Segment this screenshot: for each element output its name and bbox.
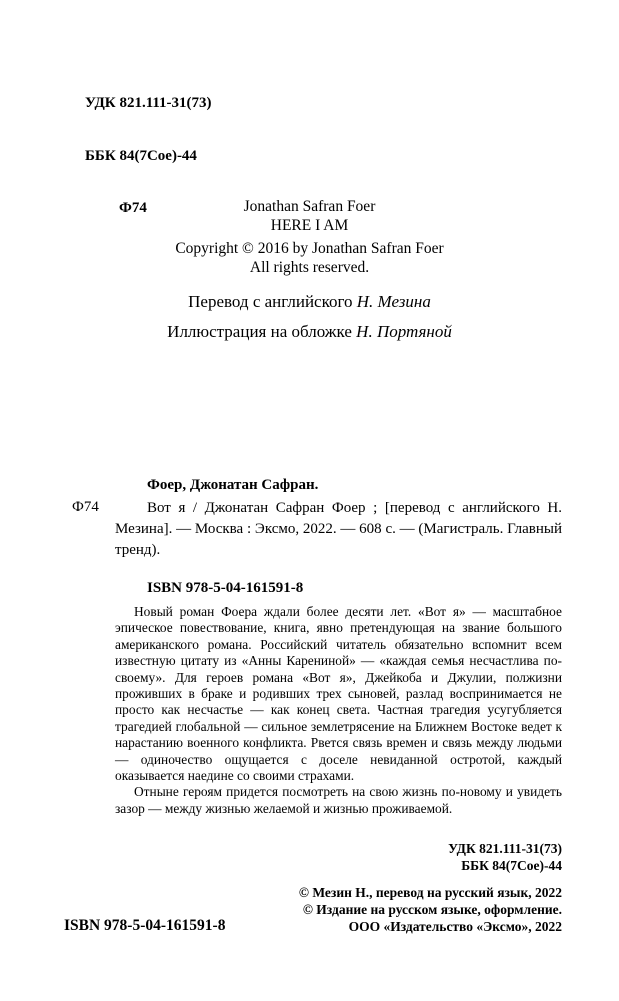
publisher-copyright-block: [299, 884, 562, 935]
original-rights: All rights reserved.: [249, 258, 370, 276]
isbn-record: ISBN 978-5-04-161591-8: [147, 580, 304, 596]
original-title: HERE I AM: [270, 216, 349, 234]
isbn-bottom: ISBN 978-5-04-161591-8: [64, 917, 226, 934]
copyright-publisher: ООО «Издательство «Эксмо», 2022: [348, 919, 562, 934]
translator-name: Н. Мезина: [356, 292, 431, 311]
bbk-code-top: ББК 84(7Сое)-44: [85, 147, 197, 164]
original-copyright: Copyright © 2016 by Jonathan Safran Foer: [175, 240, 444, 257]
copyright-translation: © Мезин Н., перевод на русский язык, 2022: [298, 885, 562, 900]
author-sign-margin: Ф74: [72, 499, 99, 515]
udk-code-bottom: УДК 821.111-31(73): [448, 841, 562, 856]
annotation-block: [115, 604, 562, 817]
copyright-edition: © Издание на русском языке, оформление.: [302, 902, 562, 917]
cover-label: Иллюстрация на обложке: [167, 322, 352, 341]
udk-code-top: УДК 821.111-31(73): [85, 95, 212, 111]
original-author: Jonathan Safran Foer: [243, 198, 376, 215]
biblio-entry: Вот я / Джонатан Сафран Фоер ; [перевод с английского Н. Мезина]. — Москва : Эксмо, 2022. — 608 с. — (Магистраль. Главный тренд).: [115, 500, 562, 558]
annotation-paragraph-2: Отныне героям придется посмотреть на свою жизнь по-новому и увидеть зазор — между жизнью желаемой и жизнью проживаемой.: [115, 784, 562, 816]
author-sign-top: Ф74: [119, 200, 147, 216]
cover-credit: [0, 322, 619, 342]
biblio-author-heading: Фоер, Джонатан Сафран.: [147, 477, 319, 493]
annotation-paragraph-1: Новый роман Фоера ждали более десяти лет. «Вот я» — масштабное эпическое повествование, книга, явно претендующая на звание большого американского романа. Российский читатель обязательно вспомнит всем известную цитату из «Анны Карениной» — «каждая семья несчастлива по-своему». Для героев романа «Вот я», Джейкоба и Джулии, полжизни проживших в браке и родивших трех сыновей, разлад воспринимается не просто как несчастье — как конец света. Частная трагедия усугубляется трагедией глобальной — сильное землетрясение на Ближнем Востоке ведет к нарастанию военного конфликта. Рвется связь времен и связь между людьми — одиночество ощущается с доселе невиданной остротой, каждый оказывается наедине со своими страхами.: [115, 604, 562, 784]
bbk-code-bottom: ББК 84(7Сое)-44: [461, 857, 562, 873]
bottom-classification-codes: [448, 841, 562, 874]
translation-label: Перевод с английского: [188, 292, 353, 311]
translation-credit: [0, 292, 619, 312]
cover-artist-name: Н. Портяной: [356, 322, 452, 341]
original-edition-block: [0, 198, 619, 277]
